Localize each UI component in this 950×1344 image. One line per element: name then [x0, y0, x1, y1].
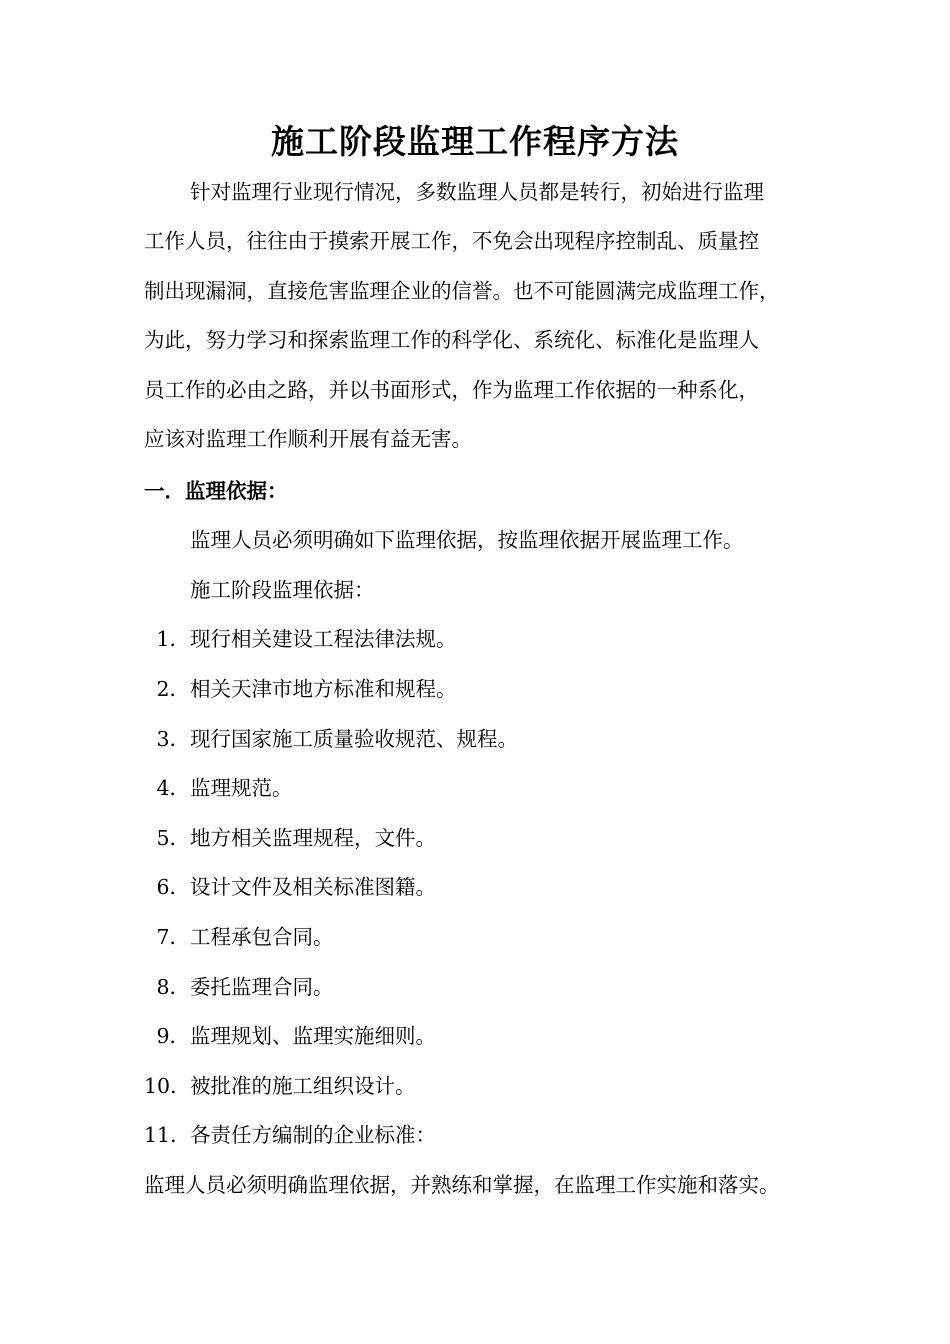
intro-line: 针对监理行业现行情况，多数监理人员都是转行，初始进行监理 [190, 180, 764, 204]
list-item-text: 现行国家施工质量验收规范、规程。 [190, 727, 518, 751]
intro-line: 为此，努力学习和探索监理工作的科学化、系统化、标准化是监理人 [144, 328, 759, 352]
list-item-text: 委托监理合同。 [190, 975, 334, 999]
list-item [144, 674, 457, 704]
list-item [144, 872, 436, 902]
list-item-number: 5． [156, 826, 190, 850]
list-item-number: 6． [156, 875, 190, 899]
list-item-number: 2． [156, 677, 190, 701]
list-item [144, 1071, 416, 1101]
list-item-text: 工程承包合同。 [190, 925, 334, 949]
section-sub-heading: 施工阶段监理依据： [190, 578, 375, 602]
list-item-number: 10． [144, 1074, 191, 1098]
list-item-text: 各责任方编制的企业标准： [190, 1123, 436, 1147]
intro-line: 应该对监理工作顺利开展有益无害。 [144, 427, 472, 451]
list-item-text: 监理规范。 [190, 776, 293, 800]
list-item [144, 724, 518, 754]
list-item-number: 11． [144, 1123, 191, 1147]
section-closing: 监理人员必须明确监理依据，并熟练和掌握，在监理工作实施和落实。 [144, 1173, 780, 1197]
list-item [144, 823, 436, 853]
section-lead: 监理人员必须明确如下监理依据，按监理依据开展监理工作。 [190, 528, 744, 552]
list-item-text: 被批准的施工组织设计。 [190, 1074, 416, 1098]
list-item [144, 972, 334, 1002]
intro-line: 工作人员，往往由于摸索开展工作，不免会出现程序控制乱、质量控 [144, 229, 759, 253]
list-item-number: 8． [156, 975, 190, 999]
list-item-number: 7． [156, 925, 190, 949]
list-item-text: 地方相关监理规程，文件。 [190, 826, 436, 850]
list-item-text: 现行相关建设工程法律法规。 [190, 627, 457, 651]
list-item [144, 1021, 436, 1051]
page-title: 施工阶段监理工作程序方法 [271, 122, 679, 161]
list-item-text: 相关天津市地方标准和规程。 [190, 677, 457, 701]
list-item-text: 设计文件及相关标准图籍。 [190, 875, 436, 899]
list-item-number: 3． [156, 727, 190, 751]
intro-line: 员工作的必由之路，并以书面形式，作为监理工作依据的一种系化， [144, 378, 759, 402]
list-item [144, 773, 293, 803]
list-item-number: 1． [156, 627, 190, 651]
list-item-number: 4． [156, 776, 190, 800]
list-item [144, 624, 457, 654]
list-item-number: 9． [156, 1024, 190, 1048]
list-item [144, 1120, 436, 1150]
section-heading: 一．监理依据： [144, 479, 288, 503]
list-item-text: 监理规划、监理实施细则。 [190, 1024, 436, 1048]
intro-line: 制出现漏洞，直接危害监理企业的信誉。也不可能圆满完成监理工作， [144, 279, 780, 303]
list-item [144, 922, 334, 952]
